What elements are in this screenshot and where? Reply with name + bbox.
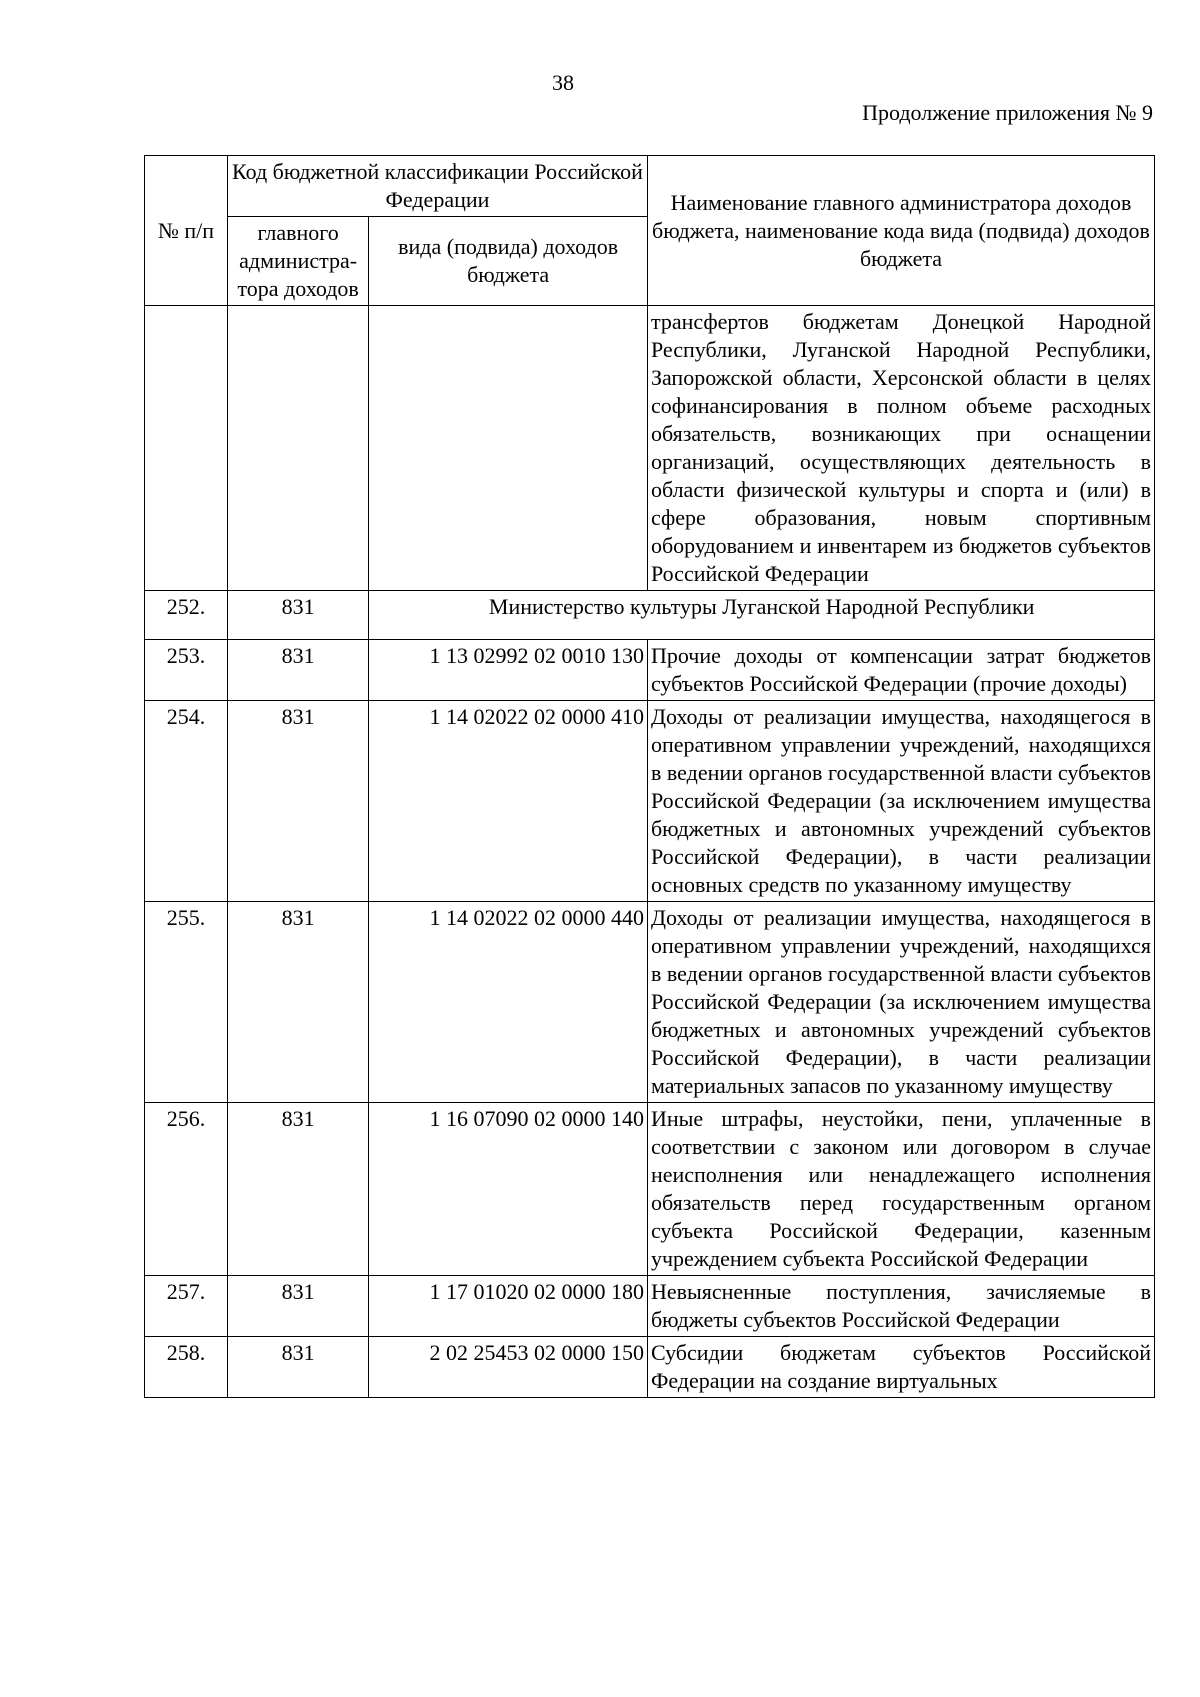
row-revenue-code [369,306,648,591]
row-admin-code: 831 [227,902,368,1103]
row-name: Невыясненные поступления, зачисляемые в бюджеты субъектов Российской Федерации [647,1276,1154,1337]
row-name: Доходы от реализации имущества, находящегося в оперативном управлении учреждений, находящихся в ведении органов государственной власти субъектов Российской Федерации (за исключением имущества бюджетных и автономных учреждений субъектов Российской Федерации), в части реализации основных средств по указанному имуществу [647,701,1154,902]
row-admin-code: 831 [227,1337,368,1398]
row-admin-code: 831 [227,1276,368,1337]
row-admin-code: 831 [227,640,368,701]
header-kbk-group: Код бюджетной классификации Российской Федерации [227,156,647,217]
row-admin-code [227,306,368,591]
row-revenue-code: 2 02 25453 02 0000 150 [369,1337,648,1398]
table-row-ministry [145,591,1155,640]
page-number: 38 [552,70,574,95]
revenue-table [144,155,1155,1398]
table-row [145,640,1155,701]
row-num: 256. [145,1103,228,1276]
row-admin-code: 831 [227,701,368,902]
row-name: Доходы от реализации имущества, находящегося в оперативном управлении учреждений, находящихся в ведении органов государственной власти субъектов Российской Федерации (за исключением имущества бюджетных и автономных учреждений субъектов Российской Федерации), в части реализации материальных запасов по указанному имуществу [647,902,1154,1103]
ministry-title: Министерство культуры Луганской Народной Республики [369,591,1155,640]
table-row [145,1337,1155,1398]
header-code: вида (подвида) доходов бюджета [369,217,648,306]
row-num: 255. [145,902,228,1103]
header-num: № п/п [145,156,228,306]
header-name: Наименование главного администратора доходов бюджета, наименование кода вида (подвида) доходов бюджета [647,156,1154,306]
row-revenue-code: 1 13 02992 02 0010 130 [369,640,648,701]
table-header [145,156,1155,306]
table-row [145,1276,1155,1337]
row-admin-code: 831 [227,591,368,640]
table-row [145,306,1155,591]
row-num: 258. [145,1337,228,1398]
row-name: Субсидии бюджетам субъектов Российской Федерации на создание виртуальных [647,1337,1154,1398]
row-num: 253. [145,640,228,701]
row-num: 252. [145,591,228,640]
table-row [145,701,1155,902]
row-num [145,306,228,591]
row-name: Прочие доходы от компенсации затрат бюджетов субъектов Российской Федерации (прочие доходы) [647,640,1154,701]
table-row [145,1103,1155,1276]
row-admin-code: 831 [227,1103,368,1276]
row-name: трансфертов бюджетам Донецкой Народной Республики, Луганской Народной Республики, Запорожской области, Херсонской области в целях софинансирования в полном объеме расходных обязательств, возникающих при оснащении организаций, осуществляющих деятельность в области физической культуры и спорта и (или) в сфере образования, новым спортивным оборудованием и инвентарем из бюджетов субъектов Российской Федерации [647,306,1154,591]
continuation-label: Продолжение приложения № 9 [862,100,1153,125]
row-revenue-code: 1 14 02022 02 0000 410 [369,701,648,902]
row-revenue-code: 1 16 07090 02 0000 140 [369,1103,648,1276]
row-revenue-code: 1 14 02022 02 0000 440 [369,902,648,1103]
row-name: Иные штрафы, неустойки, пени, уплаченные в соответствии с законом или договором в случае неисполнения или ненадлежащего исполнения обязательств перед государственным органом субъекта Российской Федерации, казенным учреждением субъекта Российской Федерации [647,1103,1154,1276]
row-revenue-code: 1 17 01020 02 0000 180 [369,1276,648,1337]
row-num: 257. [145,1276,228,1337]
row-num: 254. [145,701,228,902]
table-row [145,902,1155,1103]
header-admin: главного администра-тора доходов [227,217,368,306]
